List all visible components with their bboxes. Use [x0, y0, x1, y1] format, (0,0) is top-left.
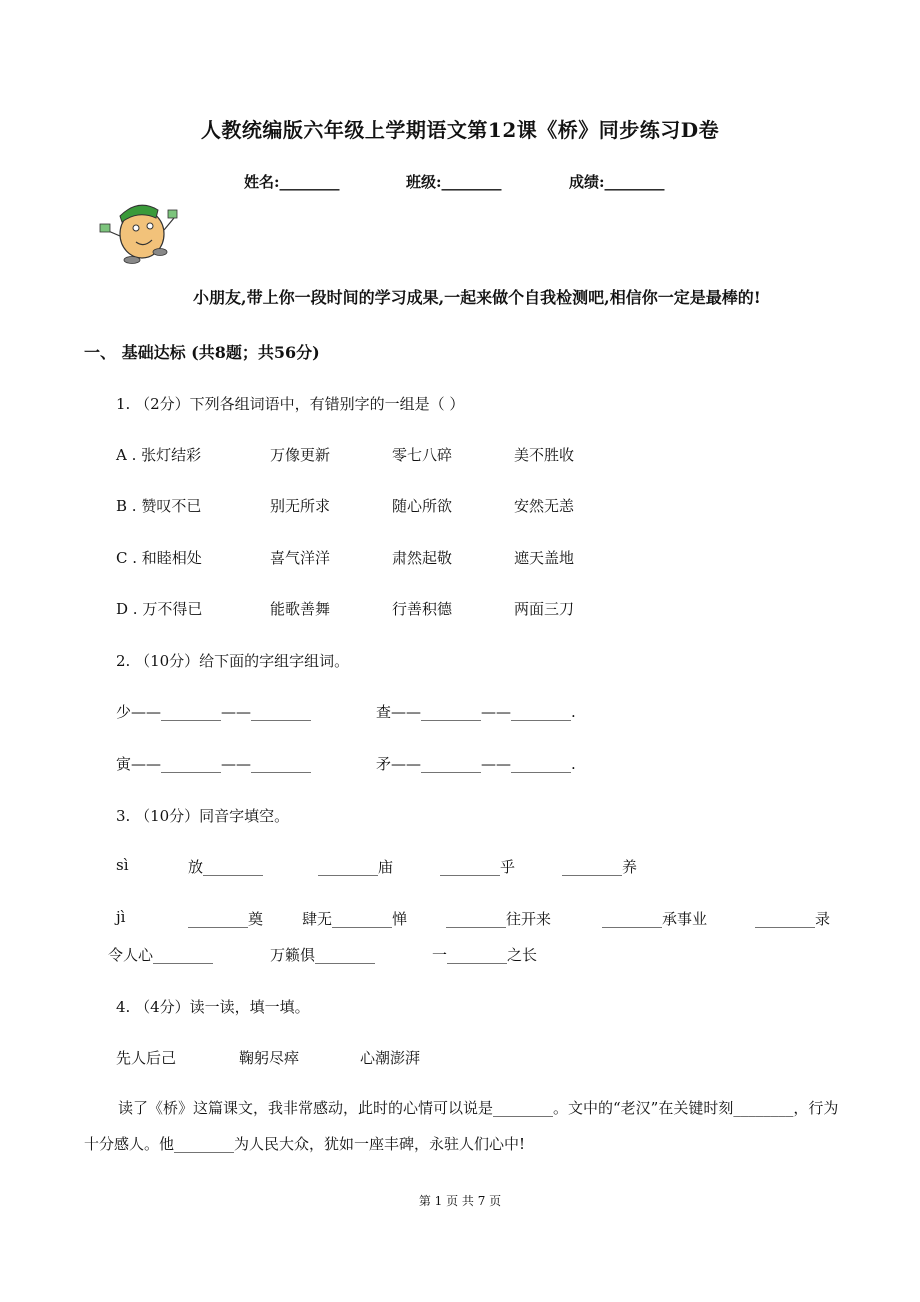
q3-pinyin: jì — [116, 908, 126, 926]
greeting-text: 小朋友,带上你一段时间的学习成果,一起来做个自我检测吧,相信你一定是最棒的! — [193, 288, 761, 307]
q3-blank: ________奠 — [188, 910, 264, 928]
q1-option-c: C . 和睦相处 — [116, 549, 202, 567]
q1-option-d: D . 万不得已 — [116, 600, 203, 618]
q2-blank-row: 矛——________——________. — [376, 755, 576, 773]
q3-blank: 一________之长 — [432, 946, 538, 964]
q1-option-a-word: 零七八碎 — [392, 446, 453, 464]
q3-blank: ________往开来 — [446, 910, 552, 928]
mascot-illustration — [98, 196, 178, 266]
q4-word: 鞠躬尽瘁 — [239, 1049, 300, 1067]
q3-blank: 万籁俱________ — [270, 946, 376, 964]
page-footer: 第 1 页 共 7 页 — [418, 1194, 502, 1208]
q1-option-a-word: 万像更新 — [270, 446, 331, 464]
question-4-stem: 4. （4分）读一读，填一填。 — [116, 998, 310, 1016]
q3-pinyin: sì — [116, 856, 129, 874]
question-2-stem: 2. （10分）给下面的字组字组词。 — [116, 652, 350, 670]
q3-blank: 肆无________惮 — [302, 910, 408, 928]
q3-blank: ________庙 — [318, 858, 394, 876]
q3-blank: ________录 — [755, 910, 831, 928]
q2-blank-row: 少——________——________ — [116, 703, 312, 721]
q1-option-c-word: 喜气洋洋 — [270, 549, 331, 567]
q1-option-d-word: 能歌善舞 — [270, 600, 331, 618]
q3-blank: ________承事业 — [602, 910, 708, 928]
q1-option-c-word: 遮天盖地 — [514, 549, 575, 567]
q3-blank: 放________ — [188, 858, 264, 876]
q3-blank: ________乎 — [440, 858, 516, 876]
name-field: 姓名:________ — [244, 173, 340, 191]
q4-word: 先人后己 — [116, 1049, 177, 1067]
q1-option-d-word: 两面三刀 — [514, 600, 575, 618]
q1-option-a: A . 张灯结彩 — [116, 446, 202, 464]
q4-paragraph: 读了《桥》这篇课文，我非常感动，此时的心情可以说是________。文中的“老汉”在关键时刻________，行为十分感人。他________为人民大众，犹如一座丰碑，永驻人们心中! — [84, 1099, 839, 1153]
q1-option-c-word: 肃然起敬 — [392, 549, 453, 567]
q1-option-b: B . 赞叹不已 — [116, 497, 202, 515]
question-1-stem: 1. （2分）下列各组词语中，有错别字的一组是（ ） — [116, 395, 465, 413]
q1-option-b-word: 随心所欲 — [392, 497, 453, 515]
question-3-stem: 3. （10分）同音字填空。 — [116, 807, 290, 825]
q2-blank-row: 寅——________——________ — [116, 755, 312, 773]
document-title: 人教统编版六年级上学期语文第12课《桥》同步练习D卷 — [200, 118, 720, 142]
q4-word: 心潮澎湃 — [360, 1049, 421, 1067]
class-field: 班级:________ — [406, 173, 502, 191]
score-field: 成绩:________ — [569, 173, 665, 191]
q1-option-a-word: 美不胜收 — [514, 446, 575, 464]
section-heading: 一、 基础达标 (共8题；共56分) — [84, 343, 320, 362]
q1-option-b-word: 别无所求 — [270, 497, 331, 515]
q2-blank-row: 查——________——________. — [376, 703, 576, 721]
q3-blank: 令人心________ — [108, 946, 214, 964]
q3-blank: ________养 — [562, 858, 638, 876]
q1-option-b-word: 安然无恙 — [514, 497, 575, 515]
q1-option-d-word: 行善积德 — [392, 600, 453, 618]
